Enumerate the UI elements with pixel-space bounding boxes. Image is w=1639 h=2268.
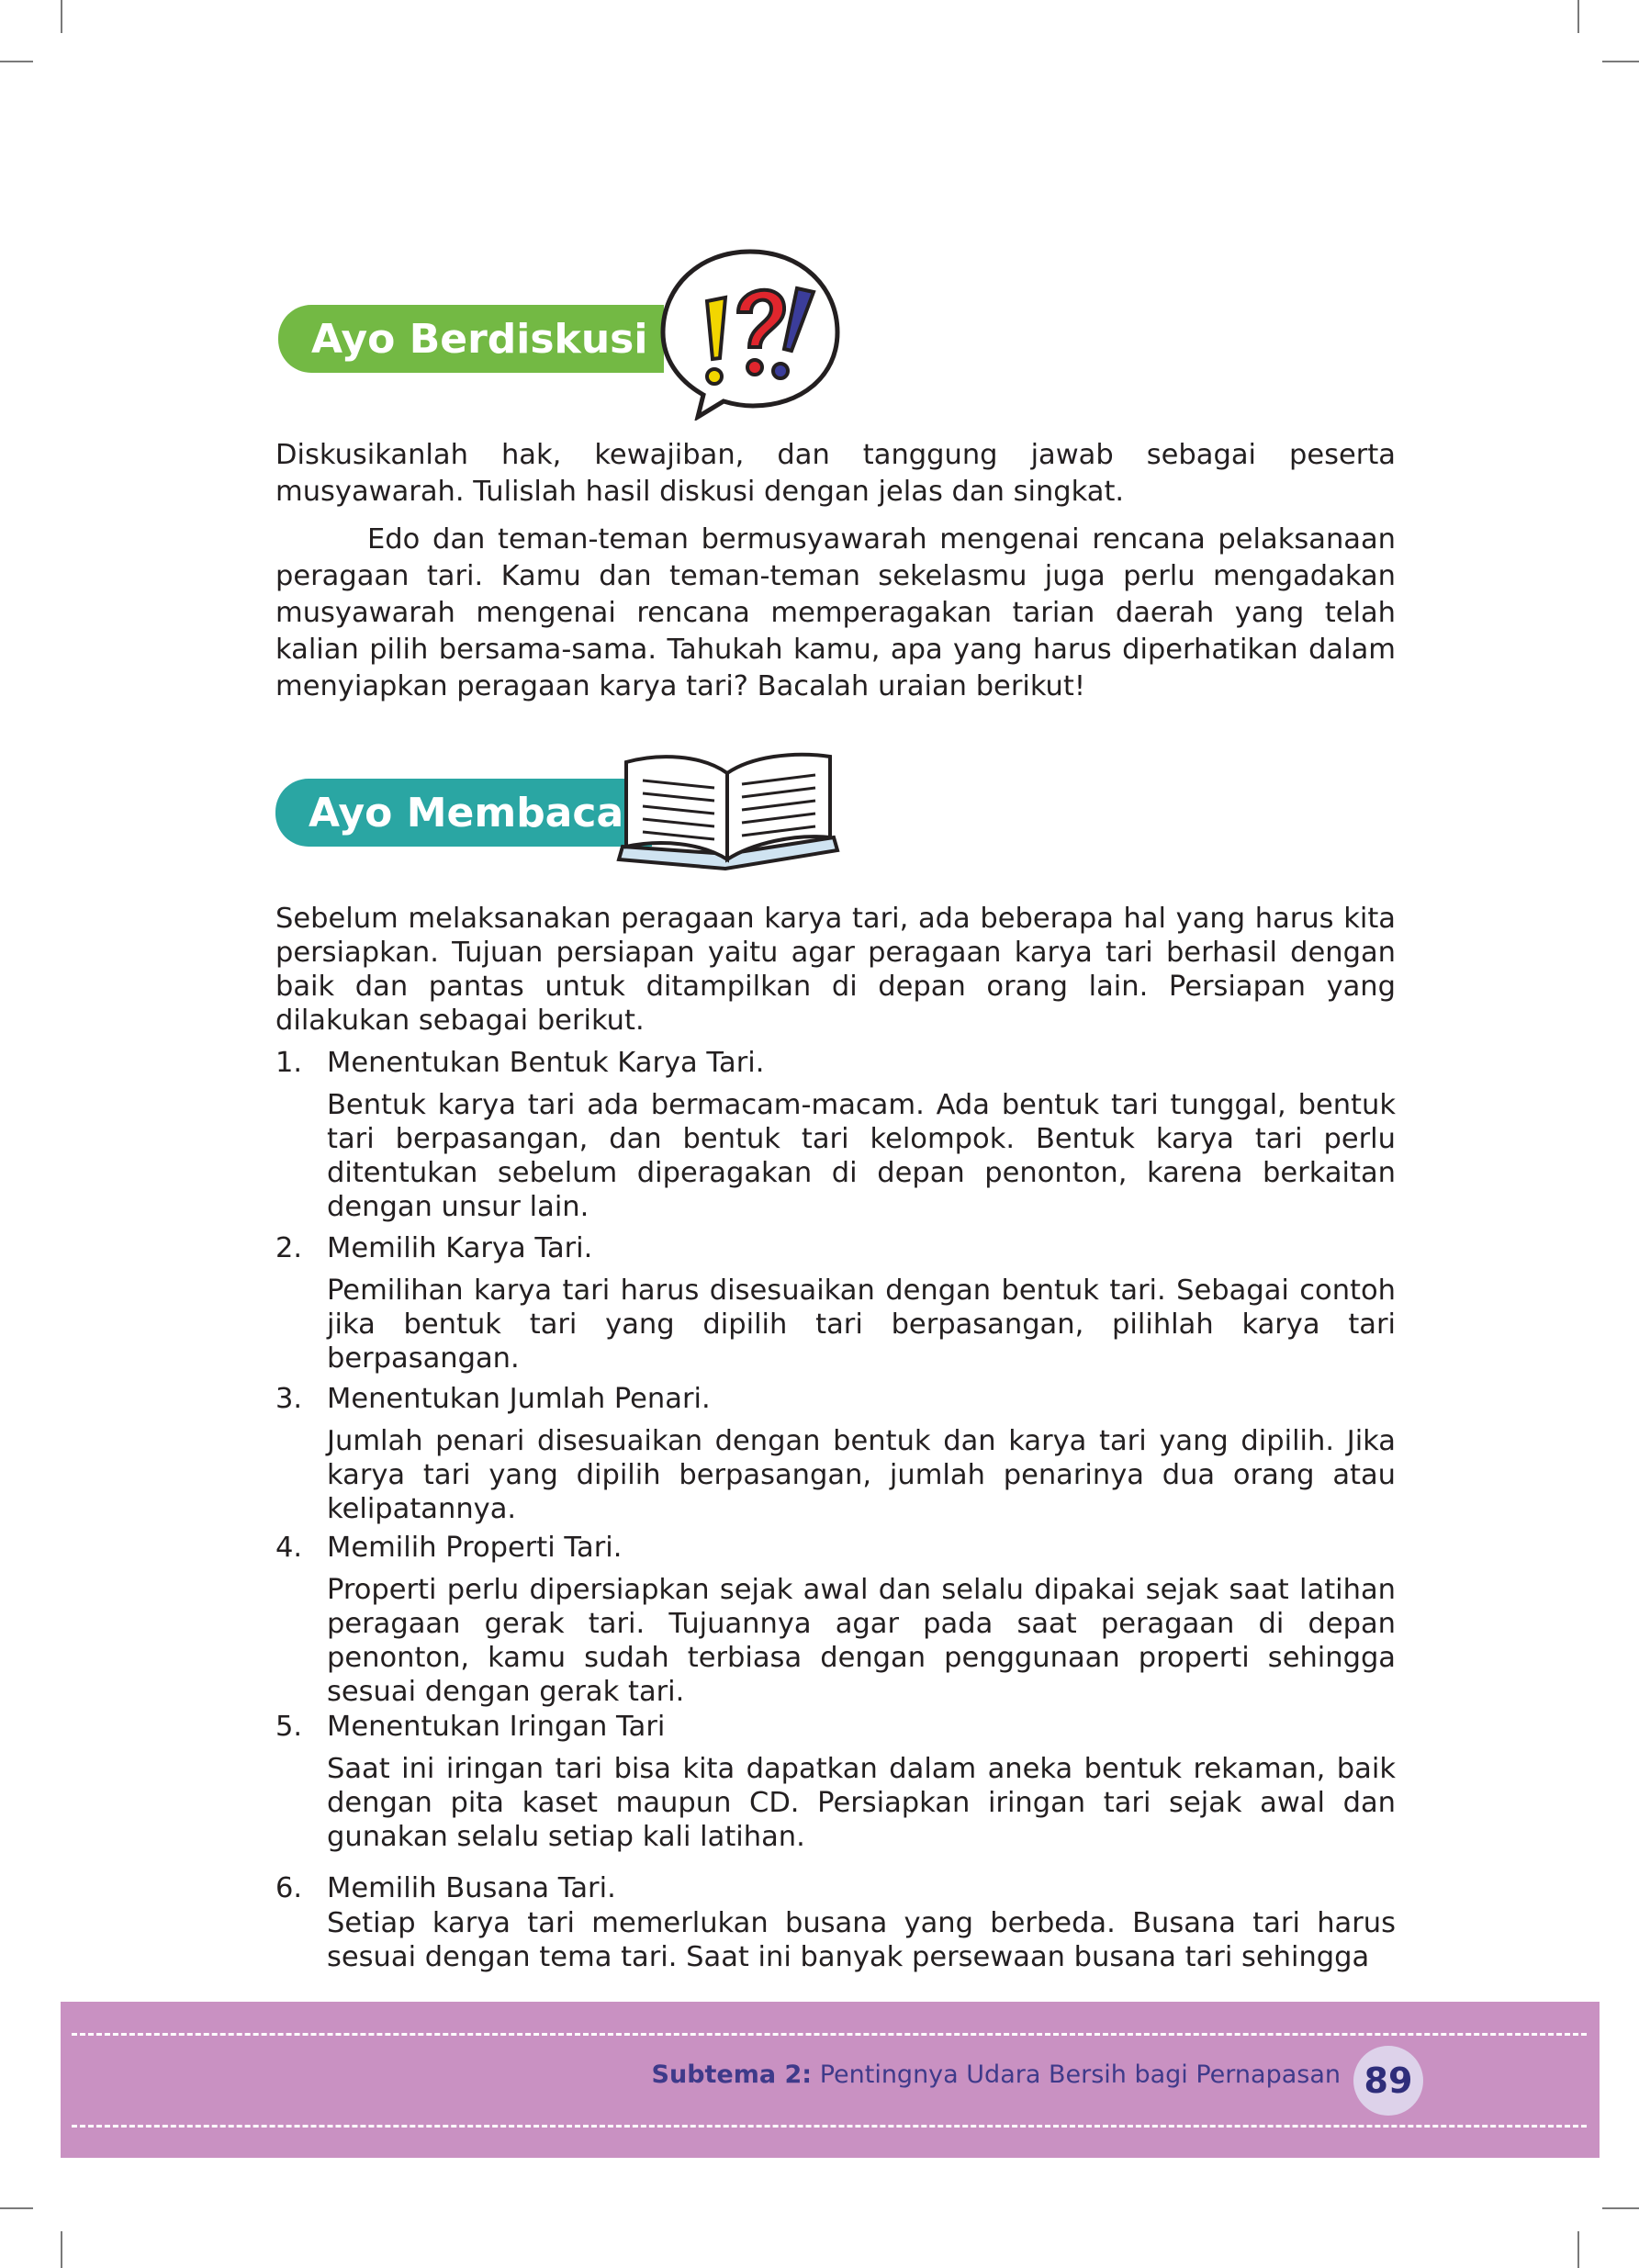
list-item-title: Memilih Karya Tari. <box>327 1232 593 1264</box>
list-item-number: 5. <box>275 1711 303 1743</box>
crop-mark <box>1602 61 1639 62</box>
footer-subtheme-label: Subtema 2: <box>651 2060 813 2089</box>
list-item-title: Menentukan Jumlah Penari. <box>327 1383 711 1415</box>
list-item-description: Bentuk karya tari ada bermacam-macam. Ada bentuk tari tunggal, bentuk tari berpasangan, dan bentuk tari kelompok. Bentuk karya tari perlu ditentukan sebelum diperagakan di depan penonton, karena berkaitan dengan unsur lain. <box>327 1089 1396 1223</box>
list-item-description: Properti perlu dipersiapkan sejak awal dan selalu dipakai sejak saat latihan peragaan gerak tari. Tujuannya agar pada saat peragaan di depan penonton, kamu sudah terbiasa dengan penggunaan properti sehingga sesuai dengan gerak tari. <box>327 1574 1396 1708</box>
read-section-title: Ayo Membaca <box>309 789 624 836</box>
list-item-title: Menentukan Bentuk Karya Tari. <box>327 1047 765 1079</box>
crop-mark <box>1602 2207 1639 2209</box>
crop-mark <box>0 61 33 62</box>
crop-mark <box>61 0 62 33</box>
footer-subtheme <box>652 2060 1341 2089</box>
crop-mark <box>1577 0 1579 33</box>
page-number <box>1353 2046 1423 2116</box>
discuss-paragraph: Edo dan teman-teman bermusyawarah mengenai rencana pelaksanaan peragaan tari. Kamu dan teman-teman sekelasmu juga perlu mengadakan musyawarah mengenai rencana memperagakan tarian daerah yang telah kalian pilih bersama-sama. Tahukah kamu, apa yang harus diperhatikan dalam menyiapkan peragaan karya tari? Bacalah uraian berikut! <box>275 523 1396 702</box>
list-item-description: Saat ini iringan tari bisa kita dapatkan dalam aneka bentuk rekaman, baik dengan pita kaset maupun CD. Persiapkan iringan tari sejak awal dan gunakan selalu setiap kali latihan. <box>327 1753 1396 1853</box>
discuss-section-title: Ayo Berdiskusi <box>311 315 648 363</box>
crop-mark <box>0 2207 33 2209</box>
list-item-number: 6. <box>275 1872 303 1904</box>
list-item-title: Memilih Properti Tari. <box>327 1532 623 1564</box>
discuss-intro: Diskusikanlah hak, kewajiban, dan tanggung jawab sebagai peserta musyawarah. Tulislah hasil diskusi dengan jelas dan singkat. <box>275 439 1396 508</box>
footer-divider <box>72 2033 1587 2036</box>
discuss-section-badge <box>278 305 664 373</box>
read-section-badge <box>275 779 652 847</box>
footer-divider <box>72 2125 1587 2128</box>
exclamation-question-bubble-icon <box>654 241 847 421</box>
list-item-title: Menentukan Iringan Tari <box>327 1711 666 1743</box>
list-item-number: 2. <box>275 1232 303 1264</box>
footer-subtheme-title: Pentingnya Udara Bersih bagi Pernapasan <box>819 2060 1341 2089</box>
list-item-description: Setiap karya tari memerlukan busana yang berbeda. Busana tari harus sesuai dengan tema tari. Saat ini banyak persewaan busana tari sehingga <box>327 1907 1396 1973</box>
page-number-text: 89 <box>1364 2060 1413 2101</box>
crop-mark <box>61 2231 62 2268</box>
read-intro: Sebelum melaksanakan peragaan karya tari, ada beberapa hal yang harus kita persiapkan. Tujuan persiapan yaitu agar peragaan karya tari berhasil dengan baik dan pantas untuk ditampilkan di depan orang lain. Persiapan yang dilakukan sebagai berikut. <box>275 903 1396 1037</box>
list-item-title: Memilih Busana Tari. <box>327 1872 616 1904</box>
crop-mark <box>1577 2231 1579 2268</box>
list-item-description: Pemilihan karya tari harus disesuaikan dengan bentuk tari. Sebagai contoh jika bentuk tari yang dipilih tari berpasangan, pilihlah karya tari berpasangan. <box>327 1274 1396 1375</box>
list-item-number: 3. <box>275 1383 303 1415</box>
list-item-number: 4. <box>275 1532 303 1564</box>
open-book-icon <box>613 747 843 876</box>
list-item-number: 1. <box>275 1047 303 1079</box>
list-item-description: Jumlah penari disesuaikan dengan bentuk dan karya tari yang dipilih. Jika karya tari yang dipilih berpasangan, jumlah penarinya dua orang atau kelipatannya. <box>327 1425 1396 1525</box>
